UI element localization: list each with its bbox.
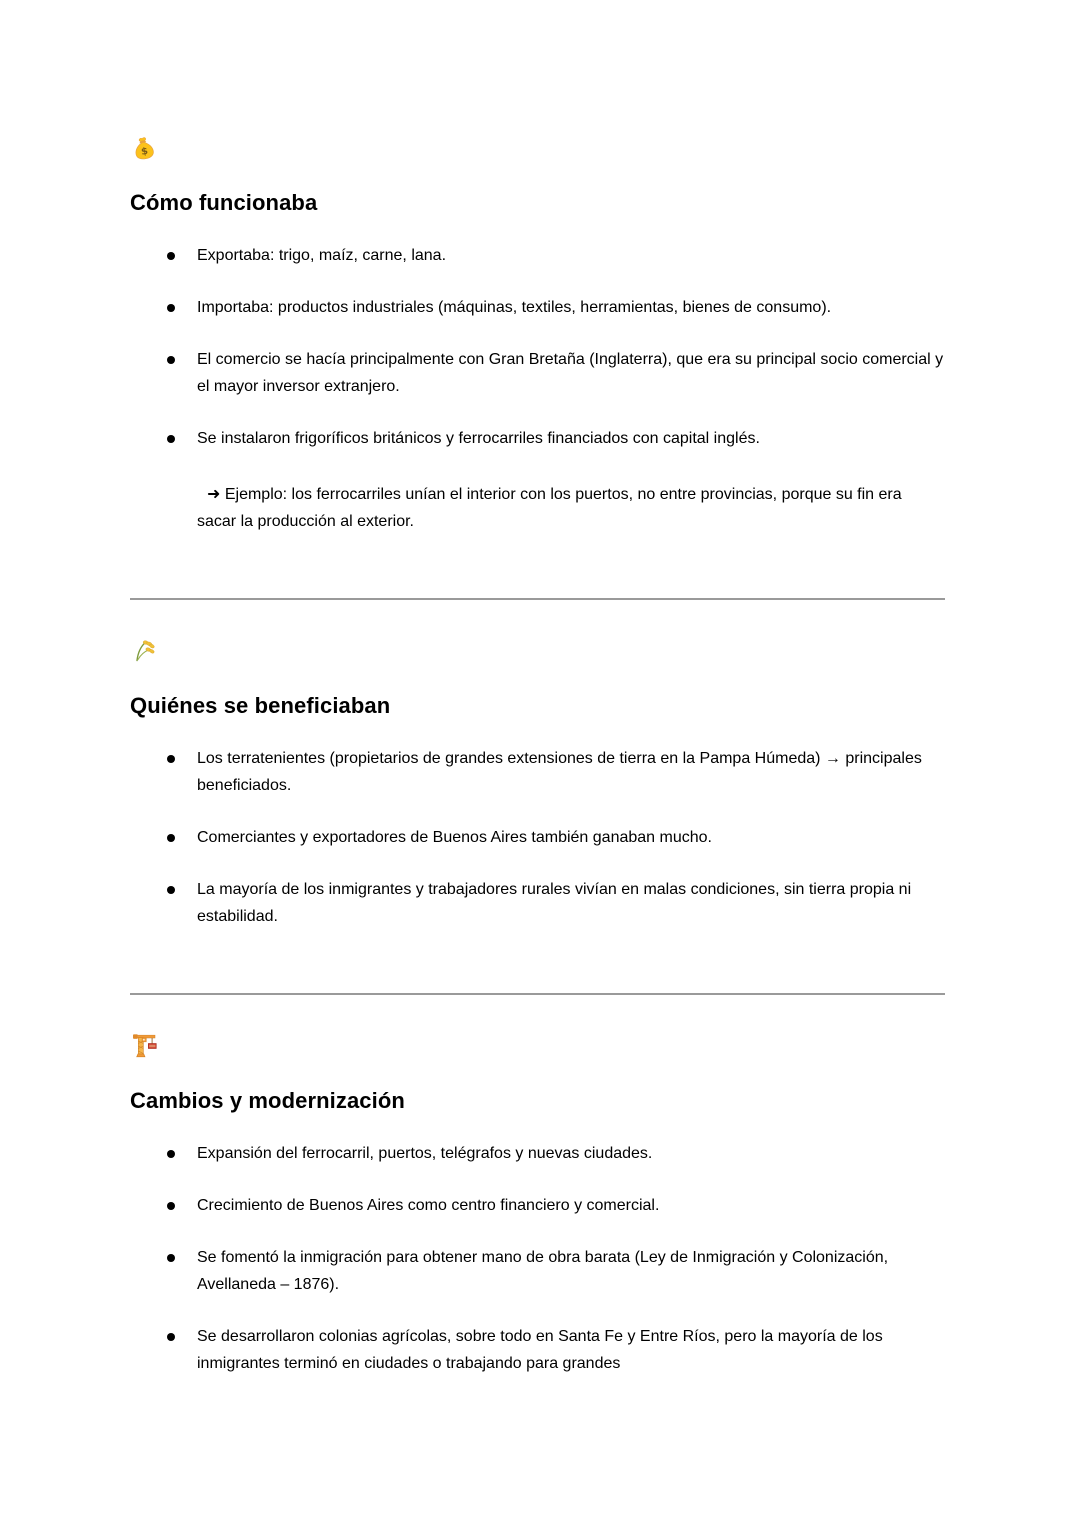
section-como-funcionaba bbox=[130, 133, 945, 535]
building-construction-icon bbox=[130, 1031, 945, 1061]
bullet-text: Se desarrollaron colonias agrícolas, sobre todo en Santa Fe y Entre Ríos, pero la mayoría de los inmigrantes terminó en ciudades o trabajando para grandes bbox=[197, 1328, 883, 1372]
bullet-text: La mayoría de los inmigrantes y trabajadores rurales vivían en malas condiciones, sin tierra propia ni estabilidad. bbox=[197, 881, 912, 925]
bullet-text: El comercio se hacía principalmente con Gran Bretaña (Inglaterra), que era su principal socio comercial y el mayor inversor extranjero. bbox=[197, 351, 944, 395]
bullet-text: Expansión del ferrocarril, puertos, telégrafos y nuevas ciudades. bbox=[197, 1145, 653, 1162]
bullet-dot-icon bbox=[167, 435, 175, 443]
bullet-text: Importaba: productos industriales (máquinas, textiles, herramientas, bienes de consumo). bbox=[197, 299, 832, 316]
sheaf-of-rice-icon bbox=[130, 636, 945, 664]
bullet-list bbox=[130, 1140, 945, 1377]
note-paragraph: ➜ Ejemplo: los ferrocarriles unían el interior con los puertos, no entre provincias, porque su fin era sacar la producción al exterior. bbox=[197, 486, 902, 530]
bullet-text: Los terratenientes (propietarios de grandes extensiones de tierra en la Pampa Húmeda) → principales beneficiados. bbox=[197, 750, 922, 794]
bullet-list bbox=[130, 242, 945, 452]
section-icon-line bbox=[130, 1031, 945, 1059]
bullet-item bbox=[197, 1323, 945, 1377]
bullet-item bbox=[197, 1244, 945, 1298]
bullet-dot-icon bbox=[167, 1150, 175, 1158]
bullet-item bbox=[197, 346, 945, 400]
bullet-text: Crecimiento de Buenos Aires como centro financiero y comercial. bbox=[197, 1197, 660, 1214]
bullet-item bbox=[197, 876, 945, 930]
svg-text:$: $ bbox=[140, 145, 149, 158]
bullet-dot-icon bbox=[167, 252, 175, 260]
bullet-item bbox=[197, 425, 945, 452]
section-heading: Cambios y modernización bbox=[130, 1088, 405, 1113]
section-heading: Cómo funcionaba bbox=[130, 190, 318, 215]
bullet-item bbox=[197, 745, 945, 799]
bullet-dot-icon bbox=[167, 886, 175, 894]
bullet-list bbox=[130, 745, 945, 930]
bullet-dot-icon bbox=[167, 1202, 175, 1210]
bullet-text: Se instalaron frigoríficos británicos y ferrocarriles financiados con capital inglés. bbox=[197, 430, 760, 447]
bullet-item bbox=[197, 1140, 945, 1167]
bullet-dot-icon bbox=[167, 1333, 175, 1341]
section-cambios-y-modernizacion bbox=[130, 1031, 945, 1377]
bullet-dot-icon bbox=[167, 356, 175, 364]
bullet-text: Se fomentó la inmigración para obtener mano de obra barata (Ley de Inmigración y Colonización, Avellaneda – 1876). bbox=[197, 1249, 889, 1293]
section-divider bbox=[130, 598, 945, 600]
bullet-dot-icon bbox=[167, 304, 175, 312]
section-icon-line bbox=[130, 636, 945, 664]
bullet-dot-icon bbox=[167, 755, 175, 763]
bullet-item bbox=[197, 242, 945, 269]
section-quienes-se-beneficiaban bbox=[130, 636, 945, 930]
bullet-dot-icon bbox=[167, 834, 175, 842]
section-heading: Quiénes se beneficiaban bbox=[130, 693, 391, 718]
bullet-text: Exportaba: trigo, maíz, carne, lana. bbox=[197, 247, 447, 264]
bullet-item bbox=[197, 294, 945, 321]
bullet-dot-icon bbox=[167, 1254, 175, 1262]
bullet-item bbox=[197, 824, 945, 851]
section-divider bbox=[130, 993, 945, 995]
bullet-item bbox=[197, 1192, 945, 1219]
money-bag-icon bbox=[130, 133, 945, 161]
bullet-text: Comerciantes y exportadores de Buenos Aires también ganaban mucho. bbox=[197, 829, 712, 846]
section-icon-line bbox=[130, 133, 945, 161]
